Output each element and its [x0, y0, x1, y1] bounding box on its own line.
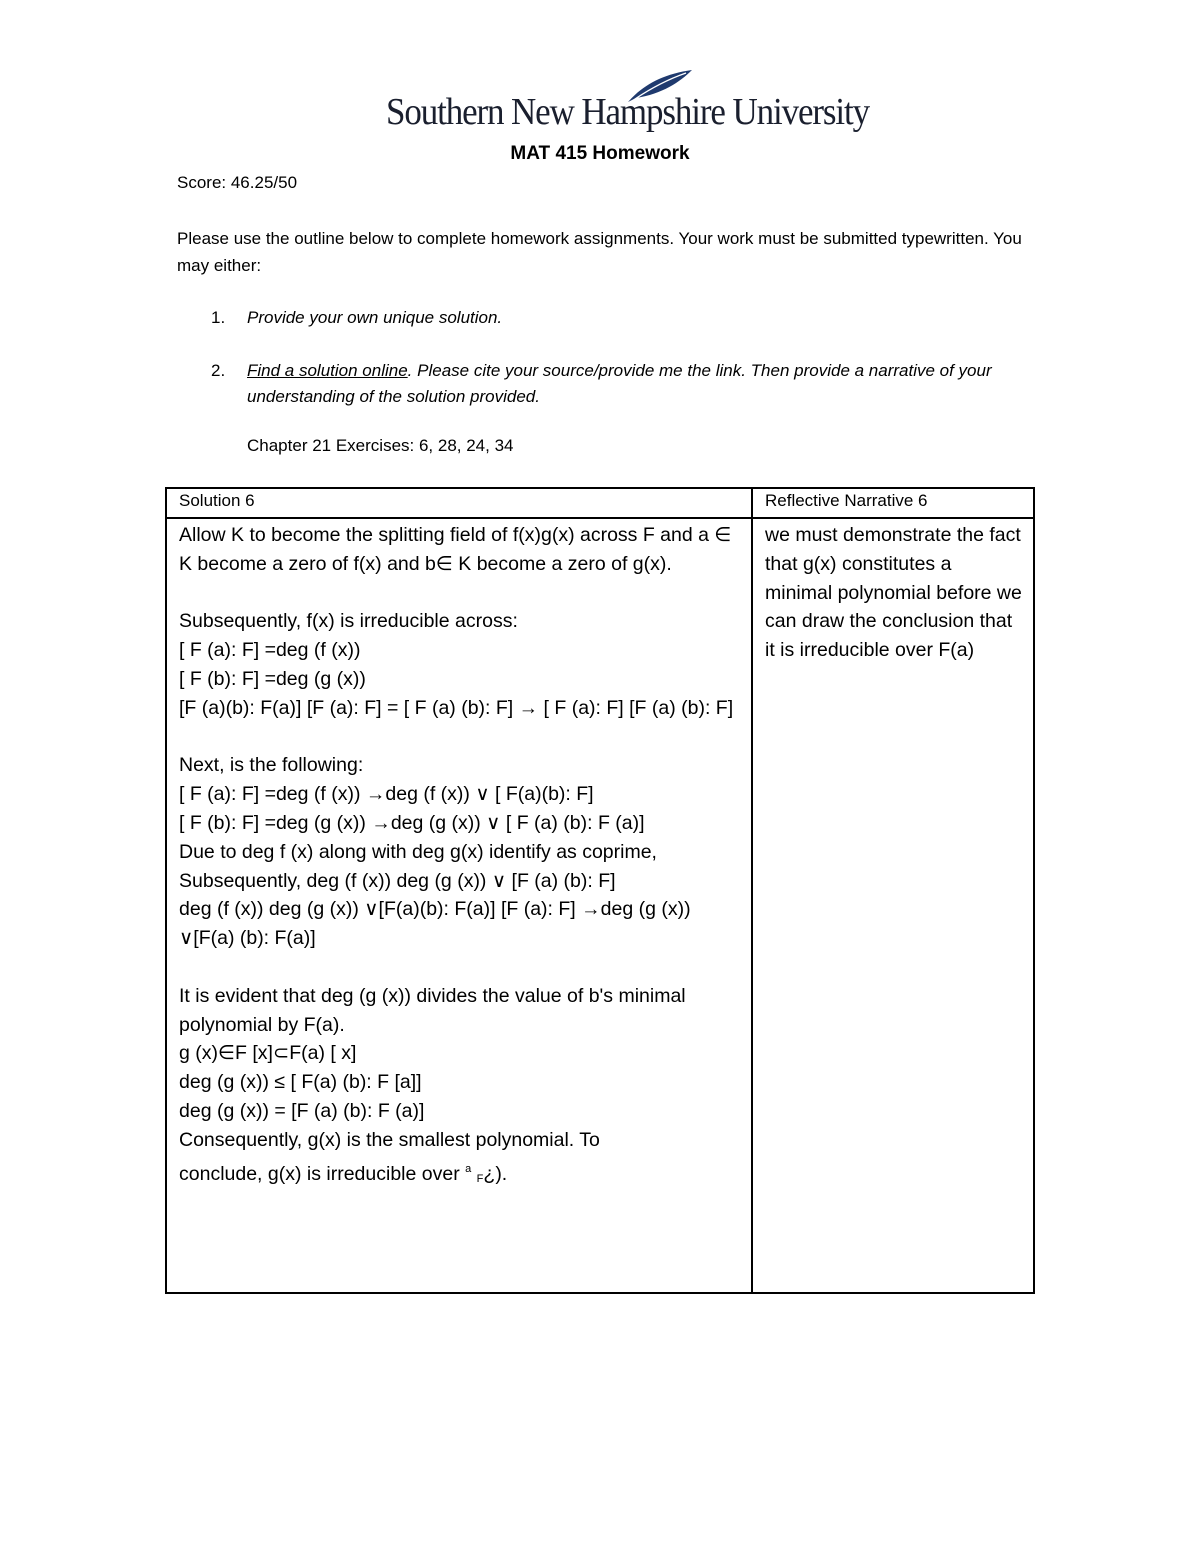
list-number: 2. — [211, 360, 226, 380]
homework-table — [165, 487, 1035, 1294]
option-text: . Please cite your source/provide me the link. Then provide a narrative of your understanding of the solution provided. — [247, 360, 992, 406]
online-solution-link[interactable]: Find a solution online — [247, 360, 408, 380]
table-header-row — [166, 488, 1034, 518]
chapter-exercises: Chapter 21 Exercises: 6, 28, 24, 34 — [247, 436, 514, 455]
narrative-header: Reflective Narrative 6 — [752, 488, 1034, 518]
solution-header: Solution 6 — [166, 488, 752, 518]
list-number: 1. — [211, 308, 226, 327]
solution-paragraph: Allow K to become the splitting field of f(x)g(x) across F and a ∈ K become a zero of f(x) and b∈ K become a zero of g(x). — [179, 524, 732, 575]
options-list — [177, 305, 1027, 411]
list-item — [177, 305, 1027, 332]
logo-text: Southern New Hampshire University — [386, 91, 870, 133]
option-text: Provide your own unique solution. — [247, 308, 503, 327]
solution-cell — [166, 518, 752, 1293]
solution-paragraph: It is evident that deg (g (x)) divides the value of b's minimal polynomial by F(a). g (x)∈F [x]⊂F(a) [ x] deg (g (x)) ≤ [ F(a) (b): F [a]] deg (g (x)) = [F (a) (b): F (a)] Consequently, g(x) is the smallest polynomial. To conclude, g(x) is irreducible over $^a$ F¿). — [179, 984, 686, 1185]
list-item — [177, 358, 1027, 411]
table-row — [166, 518, 1034, 1293]
solution-paragraph: Next, is the following: [ F (a): F] =deg (f (x)) →deg (f (x)) ∨ [ F(a)(b): F] [ F (b): F] =deg (g (x)) →deg (g (x)) ∨ [ F (a) (b): F (a)] Due to deg f (x) along with deg g(x) identify as coprime, Subsequently, deg (f (x)) deg (g (x)) ∨ [F (a) (b): F] deg (f (x)) deg (g (x)) ∨[F(a)(b): F(a)] [F (a): F] →deg (g (x)) ∨[F(a) (b): F(a)] — [179, 754, 691, 950]
score-text: Score: 46.25/50 — [177, 173, 298, 192]
intro-paragraph: Please use the outline below to complete homework assignments. Your work must be submitted typewritten. You may either: — [177, 229, 1022, 275]
university-logo — [386, 72, 870, 138]
narrative-cell: we must demonstrate the fact that g(x) constitutes a minimal polynomial before we can draw the conclusion that it is irreducible over F(a) — [752, 518, 1034, 1293]
page-title: MAT 415 Homework — [510, 143, 690, 164]
solution-paragraph: Subsequently, f(x) is irreducible across: [ F (a): F] =deg (f (x)) [ F (b): F] =deg (g (x)) [F (a)(b): F(a)] [F (a): F] = [ F (a) (b): F] → [ F (a): F] [F (a) (b): F] — [179, 610, 734, 719]
